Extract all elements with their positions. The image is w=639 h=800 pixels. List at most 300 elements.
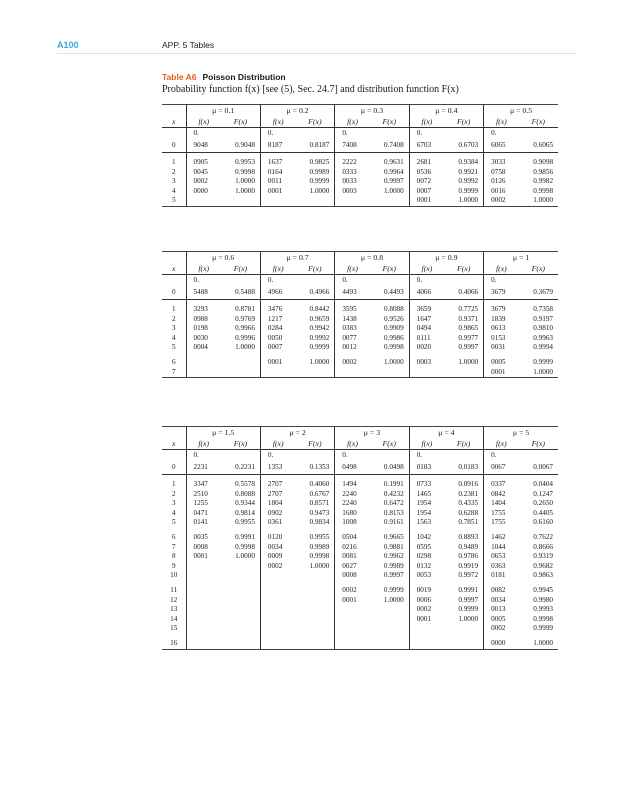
distribution-F: 1.0000 [444, 196, 483, 206]
distribution-F: 0.9682 [533, 561, 553, 570]
mu-label: μ = 0.3 [335, 105, 409, 117]
distribution-F: 1.0000 [370, 187, 409, 197]
x-value: 13 [162, 605, 186, 615]
decimal-prefix: 0. [193, 129, 199, 137]
f-header: f(x) [495, 117, 507, 126]
table-row [162, 461, 558, 475]
probability-f: 0216 [342, 542, 357, 551]
distribution-F: 0.9881 [370, 543, 409, 553]
distribution-F: 0.4232 [370, 490, 409, 500]
probability-f: 0031 [491, 343, 506, 352]
distribution-F: 0.9834 [295, 518, 334, 528]
table-row [162, 196, 558, 206]
mu-header-row [162, 252, 558, 264]
distribution-F: 0.9825 [295, 158, 334, 168]
distribution-F: 0.0183 [444, 461, 483, 475]
x-value: 1 [162, 480, 186, 490]
probability-f: 0012 [342, 343, 357, 352]
probability-f: 0613 [491, 324, 506, 333]
x-value: 4 [162, 334, 186, 344]
probability-f: 0902 [267, 508, 283, 517]
distribution-F [295, 571, 334, 581]
distribution-F [221, 596, 260, 606]
distribution-F: 0.6472 [370, 499, 409, 509]
probability-f: 1462 [491, 532, 506, 541]
table-row [162, 605, 558, 615]
distribution-F: 0.9997 [444, 343, 483, 353]
probability-f: 0002 [491, 196, 506, 205]
x-value: 6 [162, 358, 186, 368]
x-value: 10 [162, 571, 186, 581]
distribution-F: 0.6288 [444, 509, 483, 519]
probability-f: 5488 [193, 288, 208, 296]
distribution-F: 0.9197 [533, 314, 554, 323]
probability-f: 0072 [416, 177, 432, 186]
column-header-row [162, 116, 558, 128]
x-header: x [162, 116, 186, 128]
distribution-F: 0.4493 [370, 286, 409, 300]
probability-f: 0153 [491, 333, 506, 342]
f-header: f(x) [198, 117, 210, 126]
probability-f [186, 562, 221, 572]
probability-f [186, 368, 221, 378]
distribution-F [221, 571, 260, 581]
probability-f: 0034 [267, 542, 283, 551]
probability-f: 0004 [193, 343, 208, 352]
distribution-F: 0.9982 [533, 177, 554, 186]
f-header: f(x) [421, 117, 433, 126]
f-header: f(x) [495, 439, 507, 448]
distribution-F: 0.9489 [444, 543, 483, 553]
f-header: f(x) [347, 439, 358, 448]
probability-f: 0001 [416, 196, 432, 205]
F-header: F(x) [444, 116, 483, 128]
f-header: f(x) [272, 117, 284, 126]
probability-f [186, 358, 221, 368]
distribution-F: 0.8666 [533, 542, 553, 551]
distribution-F: 0.9999 [533, 624, 553, 633]
probability-f [260, 196, 295, 206]
probability-f: 0005 [491, 357, 506, 366]
distribution-F: 0.9942 [295, 324, 334, 334]
f-header: f(x) [421, 264, 433, 273]
probability-f: 1044 [491, 542, 506, 551]
probability-f: 6703 [416, 141, 432, 149]
f-header: f(x) [272, 439, 284, 448]
F-header: F(x) [370, 263, 409, 275]
decimal-prefix: 0. [193, 451, 199, 459]
probability-f: 9048 [193, 141, 208, 149]
distribution-F: 0.0404 [533, 480, 553, 488]
distribution-F: 1.0000 [533, 196, 554, 205]
distribution-F [370, 624, 409, 634]
f-header: f(x) [198, 439, 210, 448]
probability-f: 0733 [416, 480, 432, 488]
distribution-F: 0.9769 [221, 315, 260, 325]
probability-f: 4966 [267, 288, 283, 296]
probability-f: 0383 [342, 324, 357, 333]
distribution-F: 1.0000 [533, 367, 554, 376]
x-value: 7 [162, 368, 186, 378]
f-header: f(x) [198, 264, 210, 273]
probability-f: 2681 [416, 158, 432, 166]
probability-f: 0081 [342, 552, 357, 561]
distribution-F: 0.4966 [295, 286, 334, 300]
decimal-prefix-row [162, 128, 558, 140]
probability-f: 0034 [491, 595, 506, 604]
distribution-F: 0.8153 [370, 509, 409, 519]
probability-f [260, 624, 295, 634]
probability-f: 0082 [491, 585, 506, 594]
distribution-F: 0.9997 [370, 177, 409, 187]
probability-f: 1042 [416, 532, 432, 541]
distribution-F [370, 605, 409, 615]
distribution-F: 0.3679 [533, 288, 554, 296]
distribution-F: 0.9371 [444, 315, 483, 325]
probability-f: 1755 [491, 508, 506, 517]
probability-f: 0003 [342, 186, 357, 195]
table-subtitle: Probability function f(x) [see (5), Sec. 24.7] and distribution function F(x) [162, 84, 459, 95]
distribution-F: 0.9972 [444, 571, 483, 581]
poisson-table-1 [162, 104, 558, 207]
F-cell-empty [221, 450, 260, 462]
table-row [162, 639, 558, 649]
table-row [162, 552, 558, 562]
x-value: 0 [162, 139, 186, 153]
distribution-F [295, 368, 334, 378]
probability-f: 0181 [491, 571, 506, 580]
page-number: A100 [57, 40, 79, 50]
table-row [162, 624, 558, 634]
x-value: 5 [162, 196, 186, 206]
distribution-F: 0.5488 [221, 286, 260, 300]
distribution-F: 0.9980 [533, 595, 553, 604]
probability-f: 0361 [267, 518, 283, 527]
table-row [162, 499, 558, 509]
table-row [162, 334, 558, 344]
table-row [162, 168, 558, 178]
x-value: 12 [162, 596, 186, 606]
distribution-F: 0.9992 [444, 177, 483, 187]
distribution-F: 0.4066 [444, 286, 483, 300]
probability-f [409, 624, 444, 634]
distribution-F: 0.9319 [533, 552, 553, 561]
probability-f: 1954 [416, 508, 432, 517]
probability-f: 0002 [267, 561, 283, 570]
distribution-F: 0.8893 [444, 533, 483, 543]
x-value: 4 [162, 187, 186, 197]
table-row [162, 571, 558, 581]
f-header: f(x) [272, 264, 284, 273]
probability-f: 2231 [193, 463, 208, 471]
distribution-F: 1.0000 [221, 177, 260, 187]
distribution-F [295, 639, 334, 649]
distribution-F: 0.9814 [221, 509, 260, 519]
probability-f: 1438 [342, 314, 357, 323]
distribution-F [370, 615, 409, 625]
probability-f: 1637 [267, 158, 283, 166]
distribution-F: 0.9955 [221, 518, 260, 528]
distribution-F: 0.9631 [370, 158, 409, 168]
distribution-F: 0.9953 [221, 158, 260, 168]
decimal-prefix: 0. [491, 451, 497, 459]
table-number: Table A6 [162, 72, 197, 82]
distribution-F [221, 624, 260, 634]
x-value: 2 [162, 168, 186, 178]
table-row [162, 358, 558, 368]
probability-f [335, 368, 370, 378]
F-header: F(x) [295, 438, 334, 450]
F-header: F(x) [444, 438, 483, 450]
probability-f: 0471 [193, 508, 208, 517]
table-row [162, 480, 558, 490]
probability-f: 0001 [342, 595, 357, 604]
probability-f [260, 571, 295, 581]
distribution-F: 0.2381 [444, 490, 483, 500]
probability-f: 2240 [342, 499, 357, 508]
probability-f [335, 639, 370, 649]
probability-f: 0077 [342, 333, 357, 342]
F-header: F(x) [370, 116, 409, 128]
mu-label: μ = 3 [335, 427, 409, 439]
mu-label: μ = 0.9 [409, 252, 483, 264]
x-value: 14 [162, 615, 186, 625]
table-caption [162, 72, 286, 82]
probability-f: 0000 [491, 638, 506, 647]
probability-f: 0126 [491, 177, 506, 186]
distribution-F [295, 586, 334, 596]
probability-f: 0164 [267, 167, 283, 176]
probability-f: 0002 [342, 585, 357, 594]
F-cell-empty [295, 450, 334, 462]
f-header: f(x) [495, 264, 507, 273]
probability-f: 0498 [342, 463, 357, 471]
F-cell-empty [444, 275, 483, 287]
distribution-F: 1.0000 [370, 596, 409, 606]
probability-f: 0758 [491, 167, 506, 176]
F-cell-empty [370, 128, 409, 140]
probability-f [186, 596, 221, 606]
table-row [162, 518, 558, 528]
distribution-F: 0.9999 [370, 586, 409, 596]
probability-f: 0007 [267, 343, 283, 352]
F-cell-empty [519, 275, 558, 287]
distribution-F: 0.8442 [295, 305, 334, 315]
probability-f: 0008 [342, 571, 357, 580]
table-row [162, 286, 558, 300]
probability-f: 1680 [342, 508, 357, 517]
distribution-F: 0.2231 [221, 461, 260, 475]
distribution-F: 0.9919 [444, 562, 483, 572]
distribution-F: 0.1353 [295, 461, 334, 475]
decimal-prefix: 0. [267, 129, 274, 137]
distribution-F [221, 368, 260, 378]
x-value: 4 [162, 509, 186, 519]
probability-f: 0141 [193, 518, 208, 527]
f-header: f(x) [347, 117, 358, 126]
mu-header-row [162, 105, 558, 117]
distribution-F: 0.9863 [533, 571, 553, 580]
distribution-F: 1.0000 [295, 187, 334, 197]
distribution-F: 0.9344 [221, 499, 260, 509]
distribution-F: 0.8187 [295, 139, 334, 153]
F-header: F(x) [295, 116, 334, 128]
distribution-F [221, 196, 260, 206]
probability-f: 0067 [491, 463, 506, 471]
probability-f: 1008 [342, 518, 357, 527]
distribution-F: 0.9921 [444, 168, 483, 178]
distribution-F: 0.8571 [295, 499, 334, 509]
probability-f: 0007 [416, 186, 432, 195]
F-cell-empty [519, 128, 558, 140]
F-cell-empty [370, 450, 409, 462]
F-header: F(x) [531, 264, 546, 273]
distribution-F: 0.9810 [533, 324, 554, 333]
distribution-F: 0.9659 [295, 315, 334, 325]
probability-f: 1839 [491, 314, 506, 323]
F-cell-empty [221, 275, 260, 287]
probability-f [409, 368, 444, 378]
distribution-F [295, 196, 334, 206]
F-cell-empty [444, 128, 483, 140]
distribution-F: 0.8088 [370, 305, 409, 315]
probability-f: 0198 [193, 324, 208, 333]
distribution-F: 0.9966 [221, 324, 260, 334]
probability-f: 0002 [491, 624, 506, 633]
header-rule [57, 53, 577, 54]
F-cell-empty [295, 128, 334, 140]
probability-f: 2510 [193, 489, 208, 498]
distribution-F: 1.0000 [444, 615, 483, 625]
distribution-F: 0.7622 [533, 532, 553, 541]
decimal-prefix: 0. [342, 276, 348, 284]
probability-f: 1954 [416, 499, 432, 508]
probability-f: 0000 [193, 186, 208, 195]
mu-label: μ = 0.7 [260, 252, 334, 264]
probability-f [260, 615, 295, 625]
x-value: 5 [162, 343, 186, 353]
decimal-prefix: 0. [342, 129, 348, 137]
probability-f: 0002 [342, 357, 357, 366]
distribution-F: 0.6160 [533, 518, 553, 527]
F-header: F(x) [444, 263, 483, 275]
distribution-F [221, 639, 260, 649]
table-row [162, 315, 558, 325]
decimal-prefix: 0. [416, 276, 423, 284]
probability-f: 1494 [342, 480, 357, 488]
table-row [162, 490, 558, 500]
probability-f: 0050 [267, 333, 283, 342]
distribution-F [221, 358, 260, 368]
x-cell-empty [162, 128, 186, 140]
distribution-F: 1.0000 [221, 187, 260, 197]
probability-f: 0111 [416, 333, 431, 342]
table-row [162, 305, 558, 315]
poisson-table-2 [162, 251, 558, 378]
probability-f: 0035 [193, 532, 208, 541]
probability-f: 0001 [491, 367, 506, 376]
decimal-prefix: 0. [416, 129, 423, 137]
distribution-F: 0.7725 [444, 305, 483, 315]
distribution-F: 0.9999 [295, 177, 334, 187]
decimal-prefix: 0. [267, 451, 274, 459]
probability-f: 3347 [193, 480, 208, 488]
probability-f [335, 196, 370, 206]
distribution-F: 0.7851 [444, 518, 483, 528]
probability-f: 0003 [416, 357, 432, 366]
distribution-F [295, 624, 334, 634]
distribution-F [444, 639, 483, 649]
table-row [162, 187, 558, 197]
decimal-prefix: 0. [342, 451, 348, 459]
distribution-F: 0.9989 [370, 562, 409, 572]
mu-label: μ = 4 [409, 427, 483, 439]
probability-f: 0002 [193, 177, 208, 186]
mu-header-row [162, 427, 558, 439]
table-row [162, 324, 558, 334]
column-header-row [162, 438, 558, 450]
distribution-F: 0.9998 [533, 614, 553, 623]
distribution-F [370, 368, 409, 378]
mu-label: μ = 1 [512, 253, 530, 262]
probability-f [186, 586, 221, 596]
distribution-F: 0.9998 [370, 343, 409, 353]
x-cell-empty [162, 275, 186, 287]
mu-label: μ = 0.8 [335, 252, 409, 264]
f-header: f(x) [421, 439, 433, 448]
distribution-F: 0.9526 [370, 315, 409, 325]
x-value: 7 [162, 543, 186, 553]
F-header: F(x) [221, 438, 260, 450]
probability-f: 8187 [267, 141, 283, 149]
x-value: 15 [162, 624, 186, 634]
table-title: Poisson Distribution [202, 72, 286, 82]
distribution-F: 0.9786 [444, 552, 483, 562]
distribution-F: 0.9994 [533, 343, 554, 352]
distribution-F: 0.9945 [533, 585, 553, 594]
distribution-F [221, 562, 260, 572]
probability-f: 0333 [342, 167, 357, 176]
table-row [162, 615, 558, 625]
distribution-F: 0.8088 [221, 490, 260, 500]
probability-f [186, 605, 221, 615]
mu-label: μ = 5 [512, 428, 530, 437]
probability-f: 0013 [491, 605, 506, 614]
distribution-F: 0.9989 [295, 543, 334, 553]
probability-f [409, 639, 444, 649]
distribution-F: 0.9665 [370, 533, 409, 543]
distribution-F: 0.9999 [533, 357, 554, 366]
distribution-F: 0.9997 [370, 571, 409, 581]
distribution-F: 0.9998 [221, 168, 260, 178]
distribution-F: 0.9998 [533, 186, 554, 195]
distribution-F: 0.6065 [533, 141, 554, 149]
corner-cell [162, 105, 186, 117]
probability-f [335, 605, 370, 615]
distribution-F [221, 586, 260, 596]
corner-cell [162, 427, 186, 439]
x-value: 9 [162, 562, 186, 572]
distribution-F: 0.7408 [370, 139, 409, 153]
probability-f [186, 639, 221, 649]
probability-f: 3033 [491, 158, 506, 166]
probability-f: 0120 [267, 532, 283, 541]
probability-f: 6065 [491, 141, 506, 149]
probability-f [335, 624, 370, 634]
decimal-prefix: 0. [193, 276, 199, 284]
probability-f [186, 624, 221, 634]
probability-f: 0008 [193, 542, 208, 551]
